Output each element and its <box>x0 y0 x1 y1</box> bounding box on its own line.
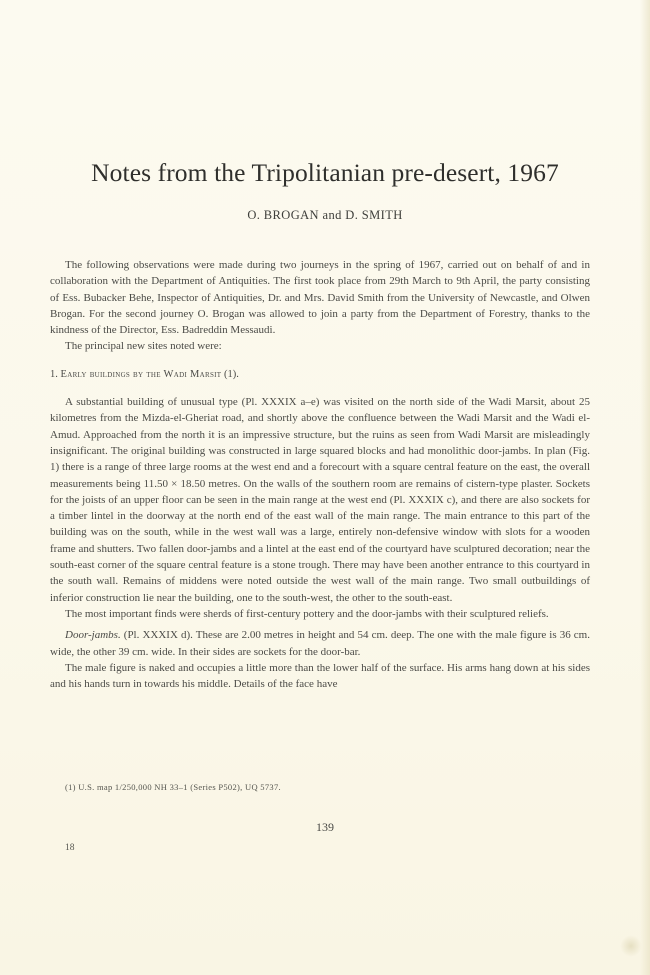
section-paragraph: The most important finds were sherds of first-century pottery and the door-jambs with their sculptured reliefs. <box>65 607 549 620</box>
section-heading <box>50 367 590 383</box>
page-edge-shadow <box>640 0 650 975</box>
article-body <box>50 257 590 692</box>
article-title: Notes from the Tripolitanian pre-desert, 1967 <box>91 158 559 187</box>
section-paragraph: The male figure is naked and occupies a little more than the lower half of the surface. His arms hang down at his sides and his hands turn in towards his middle. Details of the face have <box>50 661 590 691</box>
section-paragraph: A substantial building of unusual type (Pl. XXXIX a–e) was visited on the north side of the Wadi Marsit, about 25 kilometres from the Mizda-el-Gheriat road, and shortly above the confluence between the Wadi Marsit and the Wadi el-Amud. Approached from the north it is an impressive structure, but the ruins as seen from Wadi Marsit are misleadingly insignificant. The original building was constructed in large squared blocks and had monolithic door-jambs. In plan (Fig. 1) there is a range of three large rooms at the west end and a forecourt with a square central feature on the east, the overall measurements being 11.50 × 18.50 metres. On the walls of the southern room are remains of cistern-type plaster. Sockets for the joists of an upper floor can be seen in the main range at the west end (Pl. XXXIX c), and there are also sockets for a timber lintel in the doorway at the north end of the east wall of the main range. The main entrance to this part of the building was on the south, while in the west wall was a large, entirely non-defensive window with slots for a wooden frame and shutters. Two fallen door-jambs and a lintel at the east end of the courtyard have sculptured decoration; near the south-east corner of the square central feature is a stone trough. There may have been another entrance to this courtyard in the south wall. Remains of middens were noted outside the west wall of the main range. Two small outbuildings of inferior construction lie near the building, one to the south-west, the other to the south-east. <box>50 396 590 604</box>
intro-paragraph-list-lead: The principal new sites noted were: <box>65 340 222 353</box>
door-jambs-lead: Door-jambs. <box>65 629 121 642</box>
footnote: (1) U.S. map 1/250,000 NH 33–1 (Series P502), UQ 5737. <box>65 782 281 792</box>
intro-paragraph: The following observations were made during two journeys in the spring of 1967, carried out on behalf of and in collaboration with the Department of Antiquities. The first took place from 29th March to 9th April, the party consisting of Ess. Bubacker Behe, Inspector of Antiquities, Dr. and Mrs. David Smith from the University of Newcastle, and Olwen Brogan. For the second journey O. Brogan was allowed to join a party from the Department of Forestry, thanks to the kindness of the Director, Ess. Badreddin Messaudi. <box>50 259 590 337</box>
signature-mark: 18 <box>65 843 75 853</box>
door-jambs-text: (Pl. XXXIX d). These are 2.00 metres in height and 54 cm. deep. The one with the male figure is 36 cm. wide, the other 39 cm. wide. In their sides are sockets for the door-bar. <box>50 629 590 658</box>
page-number: 139 <box>316 820 334 834</box>
section-number: 1. <box>50 368 58 380</box>
section-note-ref: (1). <box>224 368 239 380</box>
section-paragraph-door-jambs <box>50 627 590 660</box>
section-title: Early buildings by the Wadi Marsit <box>60 368 222 380</box>
article-authors: O. BROGAN and D. SMITH <box>247 208 403 222</box>
corner-stain <box>620 935 642 957</box>
